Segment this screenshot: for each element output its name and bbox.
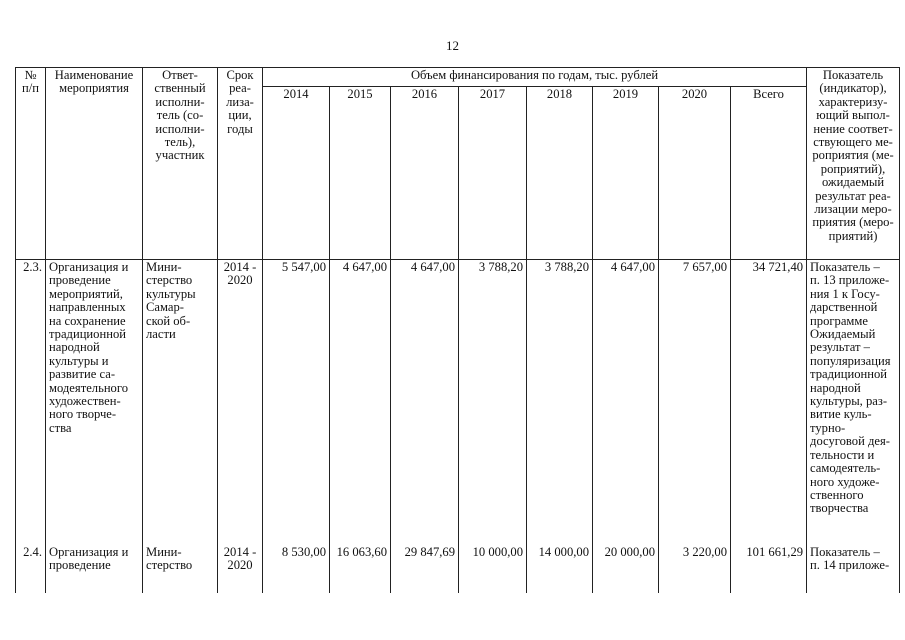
- header-indicator-line: характеризу-: [818, 94, 888, 109]
- header-indicator-line: роприятия (ме-: [812, 148, 894, 163]
- row-responsible-cell: [143, 260, 218, 546]
- header-funding-title: Объем финансирования по годам, тыс. рублей: [263, 68, 807, 87]
- header-year-2018: 2018: [527, 87, 593, 260]
- header-year-2017: 2017: [459, 87, 527, 260]
- header-indicator-line: приятий): [828, 228, 878, 243]
- row-indicator-line: Показатель –: [810, 260, 880, 274]
- header-year-2019: 2019: [593, 87, 659, 260]
- row-name-line: мероприятий,: [49, 286, 123, 301]
- row-term-line: 2014 -: [223, 260, 257, 274]
- row-value-total: 101 661,29: [731, 545, 807, 593]
- row-name-line: ства: [49, 420, 72, 435]
- header-indicator-cell: [807, 68, 900, 260]
- header-responsible-line: Ответ-: [162, 68, 198, 82]
- row-indicator-line: традиционной: [810, 367, 888, 382]
- row-indicator-line: культуры, раз-: [810, 394, 888, 409]
- row-indicator-line: витие куль-: [810, 407, 872, 422]
- row-index: 2.3.: [16, 260, 46, 546]
- header-number-cell: [16, 68, 46, 260]
- row-value-2015: 16 063,60: [330, 545, 391, 593]
- row-name-line: проведение: [49, 273, 111, 288]
- row-indicator-line: п. 13 приложе-: [810, 273, 890, 288]
- header-row: [16, 68, 900, 87]
- row-name-line: развитие са-: [49, 367, 116, 382]
- row-value-2014: 8 530,00: [263, 545, 330, 593]
- row-value-2015: 4 647,00: [330, 260, 391, 546]
- row-index: 2.4.: [16, 545, 46, 593]
- header-year-2020: 2020: [659, 87, 731, 260]
- header-responsible-line: исполни-: [155, 121, 205, 136]
- row-indicator-line: тельности и: [810, 447, 875, 462]
- header-number-line: №: [24, 68, 37, 82]
- header-term-line: реа-: [229, 81, 251, 96]
- row-name-line: народной: [49, 340, 100, 355]
- row-indicator-line: ния 1 к Госу-: [810, 286, 880, 301]
- row-responsible-line: Мини-: [146, 260, 182, 274]
- header-indicator-line: результат реа-: [815, 188, 891, 203]
- header-indicator-line: (индикатор),: [819, 81, 887, 96]
- row-indicator-line: программе: [810, 313, 868, 328]
- row-value-2018: 3 788,20: [527, 260, 593, 546]
- header-indicator-line: ющий выпол-: [816, 108, 890, 123]
- header-responsible-line: тель (со-: [156, 108, 204, 123]
- row-name-line: направленных: [49, 300, 126, 315]
- row-responsible-line: Самар-: [146, 300, 184, 315]
- header-term-line: лиза-: [226, 94, 254, 109]
- row-term-line: 2020: [227, 558, 253, 573]
- header-name-line: мероприятия: [59, 81, 129, 96]
- row-name-line: художествен-: [49, 394, 121, 409]
- row-term-cell: [218, 545, 263, 593]
- row-indicator-line: досуговой дея-: [810, 434, 890, 449]
- row-name-cell: [46, 260, 143, 546]
- row-value-total: 34 721,40: [731, 260, 807, 546]
- row-indicator-line: турно-: [810, 420, 846, 435]
- row-term-line: 2020: [227, 273, 253, 288]
- header-indicator-line: приятия (меро-: [812, 215, 894, 230]
- header-term-line: Срок: [226, 68, 254, 82]
- header-responsible-line: участник: [155, 148, 205, 163]
- row-value-2016: 4 647,00: [391, 260, 459, 546]
- row-value-2019: 20 000,00: [593, 545, 659, 593]
- row-indicator-cell: [807, 545, 900, 593]
- row-value-2020: 7 657,00: [659, 260, 731, 546]
- row-indicator-line: народной: [810, 380, 861, 395]
- header-year-2014: 2014: [263, 87, 330, 260]
- row-indicator-line: результат –: [810, 340, 870, 355]
- header-indicator-line: лизации меро-: [814, 202, 892, 217]
- header-responsible-line: ственный: [154, 81, 206, 96]
- row-name-line: на сохранение: [49, 313, 126, 328]
- row-name-line: модеятельного: [49, 380, 128, 395]
- row-responsible-line: ласти: [146, 327, 176, 342]
- header-name-cell: [46, 68, 143, 260]
- row-name-line: культуры и: [49, 353, 109, 368]
- row-indicator-line: популяризация: [810, 353, 891, 368]
- header-responsible-cell: [143, 68, 218, 260]
- row-value-2017: 3 788,20: [459, 260, 527, 546]
- header-number-line: п/п: [22, 81, 39, 96]
- header-term-line: годы: [227, 121, 253, 136]
- header-term-cell: [218, 68, 263, 260]
- row-responsible-line: культуры: [146, 286, 196, 301]
- row-indicator-line: п. 14 приложе-: [810, 558, 890, 573]
- header-indicator-line: ожидаемый: [821, 175, 885, 190]
- row-value-2014: 5 547,00: [263, 260, 330, 546]
- row-value-2017: 10 000,00: [459, 545, 527, 593]
- row-indicator-cell: [807, 260, 900, 546]
- row-name-cell: [46, 545, 143, 593]
- header-responsible-line: исполни-: [155, 94, 205, 109]
- row-value-2019: 4 647,00: [593, 260, 659, 546]
- row-indicator-line: ного художе-: [810, 474, 880, 489]
- row-responsible-line: стерство: [146, 273, 193, 288]
- header-indicator-line: роприятий),: [820, 161, 886, 176]
- table-row: [16, 545, 900, 593]
- row-indicator-line: ственного: [810, 487, 864, 502]
- header-name-line: Наименование: [54, 68, 134, 82]
- page-number: 12: [446, 38, 459, 53]
- row-responsible-cell: [143, 545, 218, 593]
- row-term-line: 2014 -: [223, 545, 257, 559]
- row-name-line: проведение: [49, 558, 111, 573]
- row-value-2016: 29 847,69: [391, 545, 459, 593]
- row-responsible-line: ской об-: [146, 313, 191, 328]
- header-responsible-line: тель),: [164, 135, 196, 150]
- header-indicator-line: Показатель: [822, 68, 884, 82]
- row-indicator-line: самодеятель-: [810, 461, 881, 476]
- row-name-line: Организация и: [49, 545, 129, 559]
- row-name-line: традиционной: [49, 327, 126, 342]
- row-name-line: Организация и: [49, 260, 129, 274]
- row-value-2020: 3 220,00: [659, 545, 731, 593]
- table-row: [16, 260, 900, 546]
- row-name-line: ного творче-: [49, 407, 117, 422]
- row-indicator-line: Показатель –: [810, 545, 880, 559]
- funding-table: [15, 67, 900, 593]
- header-year-2016: 2016: [391, 87, 459, 260]
- row-responsible-line: Мини-: [146, 545, 182, 559]
- row-term-cell: [218, 260, 263, 546]
- header-year-total: Всего: [731, 87, 807, 260]
- header-indicator-line: ствующего ме-: [813, 135, 893, 150]
- row-indicator-line: дарственной: [810, 300, 878, 315]
- row-responsible-line: стерство: [146, 558, 193, 573]
- header-indicator-line: нение соответ-: [813, 121, 893, 136]
- row-indicator-line: Ожидаемый: [810, 327, 876, 342]
- row-indicator-line: творчества: [810, 501, 869, 516]
- header-term-line: ции,: [228, 108, 252, 123]
- row-value-2018: 14 000,00: [527, 545, 593, 593]
- header-year-2015: 2015: [330, 87, 391, 260]
